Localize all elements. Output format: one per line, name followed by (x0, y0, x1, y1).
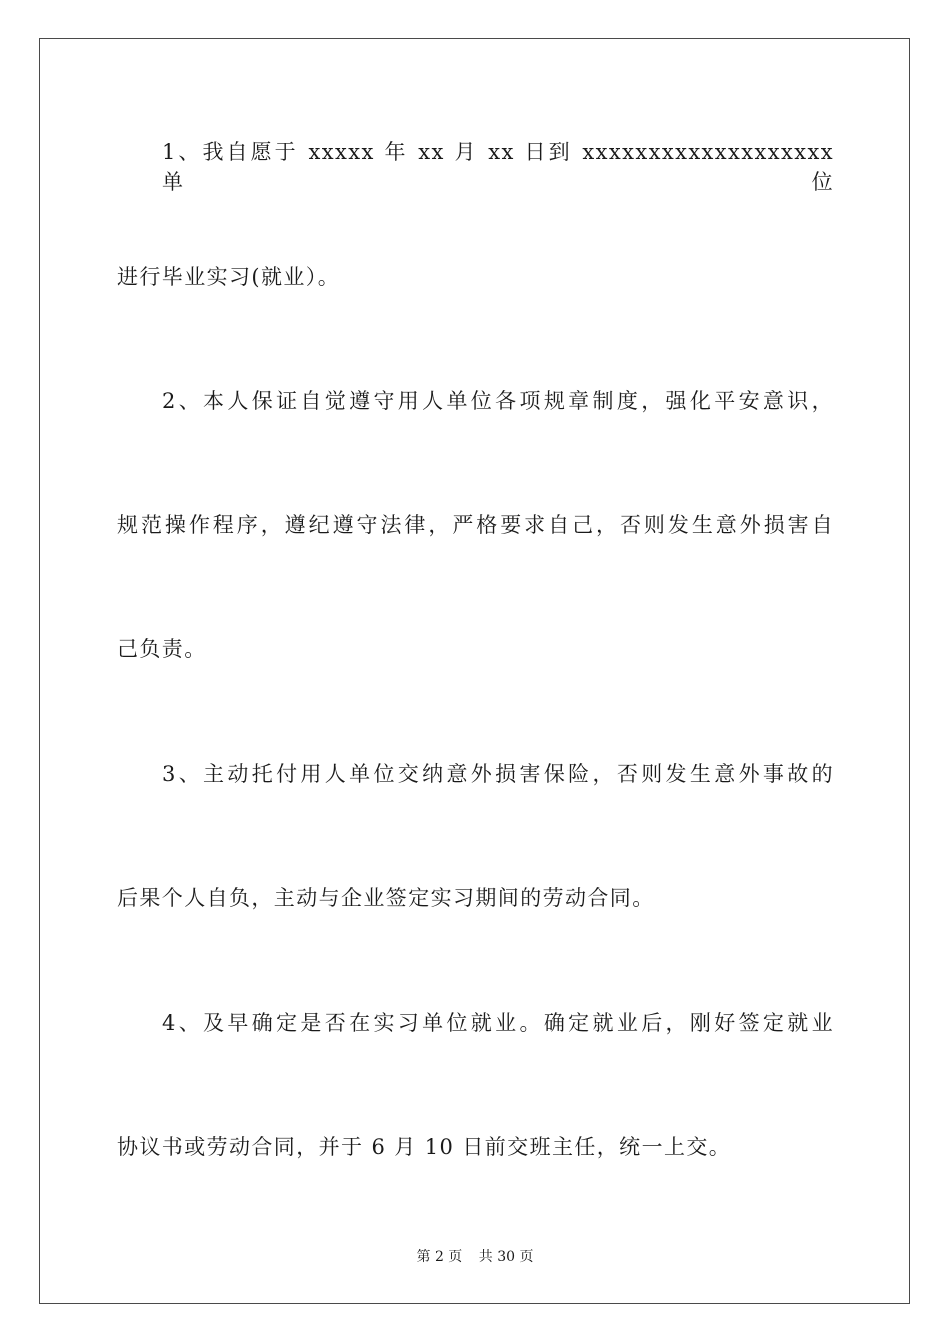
paragraph-1-line-1: 1、我自愿于 xxxxx 年 xx 月 xx 日到 xxxxxxxxxxxxxxxxxxx 单位 (162, 140, 834, 194)
paragraph-2-line-2: 规范操作程序，遵纪遵守法律，严格要求自己，否则发生意外损害自 (117, 513, 834, 537)
page-total: 共 30 页 (478, 1249, 534, 1265)
paragraph-2-line-1: 2、本人保证自觉遵守用人单位各项规章制度，强化平安意识， (162, 389, 834, 413)
paragraph-2-line-3: 己负责。 (117, 637, 207, 661)
paragraph-3-line-1: 3、主动托付用人单位交纳意外损害保险，否则发生意外事故的 (162, 762, 834, 786)
page-footer (0, 1247, 950, 1267)
paragraph-3-line-2: 后果个人自负，主动与企业签定实习期间的劳动合同。 (117, 886, 655, 910)
paragraph-1-line-2: 进行毕业实习(就业）。 (117, 265, 341, 289)
paragraph-4-line-1: 4、及早确定是否在实习单位就业。确定就业后，刚好签定就业 (162, 1011, 834, 1035)
paragraph-4-line-2: 协议书或劳动合同，并于 6 月 10 日前交班主任，统一上交。 (117, 1135, 732, 1159)
page-number: 第 2 页 (416, 1249, 463, 1265)
page-border (39, 38, 910, 1304)
